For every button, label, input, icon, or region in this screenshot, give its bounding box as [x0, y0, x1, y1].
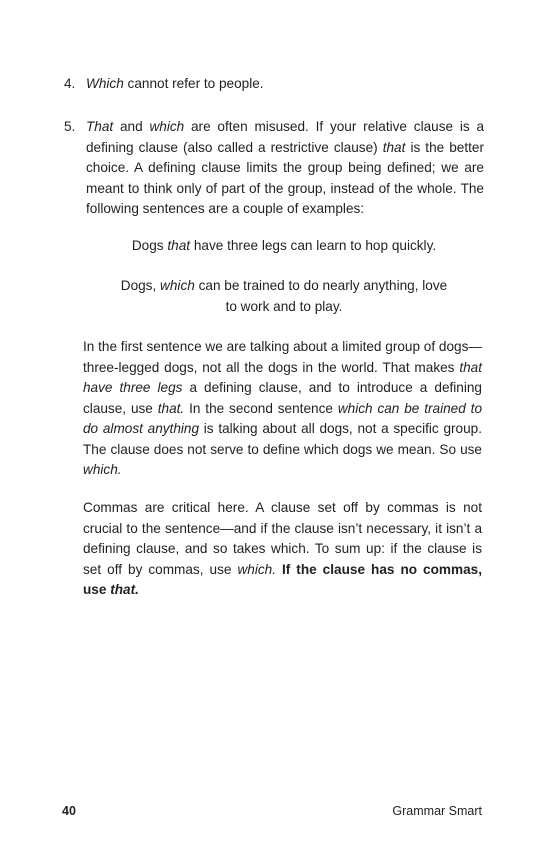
example-sentence-2 — [86, 276, 482, 317]
text-run: which. — [237, 561, 276, 577]
list-item-number: 4. — [64, 76, 76, 91]
text-run: Dogs, — [120, 278, 161, 293]
text-run: That — [86, 119, 114, 134]
text-run: Dogs — [131, 238, 168, 253]
text-run: If the clause has no commas, use — [83, 561, 482, 597]
explanation-paragraph-1 — [83, 337, 482, 481]
text-run: have three legs can learn to hop quickly. — [190, 238, 437, 253]
text-run: In the first sentence we are talking about a limited group of dogs—three-legged dogs, not all the dogs in the world. That makes — [83, 339, 482, 375]
text-run: In the second sentence — [184, 400, 338, 416]
text-run: which — [149, 119, 185, 134]
running-title: Grammar Smart — [392, 804, 482, 818]
text-run: that. — [157, 400, 185, 416]
text-run: which can be trained to do almost anything — [83, 400, 482, 436]
text-run: can be trained to do nearly anything, love — [194, 278, 448, 293]
text-run: which. — [83, 462, 122, 477]
text-run: cannot refer to people. — [123, 76, 264, 91]
text-run: which — [160, 278, 195, 293]
explanation-paragraph-2 — [83, 498, 482, 601]
text-run: and — [113, 119, 150, 134]
text-run: that — [382, 139, 406, 155]
text-run: that have three legs — [83, 359, 482, 395]
page-number: 40 — [62, 804, 76, 818]
list-item-4 — [64, 74, 484, 95]
text-run: is talking about all dogs, not a specific group. The clause does not serve to define which dogs we mean. So use — [83, 421, 482, 457]
list-item-text — [86, 117, 484, 220]
list-item-text — [86, 74, 484, 95]
text-run: that — [167, 238, 191, 253]
list-item-5 — [64, 117, 484, 220]
text-run: a defining clause, and to introduce a defining clause, use — [83, 380, 482, 416]
text-run: to work and to play. — [225, 298, 343, 314]
text-run: is the better choice. A defining clause limits the group being defined; we are meant to think only of part of the group, instead of the whole. The following sentences are a couple of examples: — [86, 139, 484, 216]
text-run: are often misused. If your relative clause is a defining clause (also called a restrictive clause) — [86, 119, 485, 155]
example-sentence-1 — [86, 236, 482, 257]
text-run: that. — [110, 582, 139, 597]
text-run: Which — [86, 76, 124, 91]
text-run: Commas are critical here. A clause set off by commas is not crucial to the sentence—and if the clause isn’t necessary, it isn’t a defining clause, and so takes which. To sum up: if the clause is set off by commas, use — [83, 500, 482, 577]
list-item-number: 5. — [64, 119, 76, 134]
